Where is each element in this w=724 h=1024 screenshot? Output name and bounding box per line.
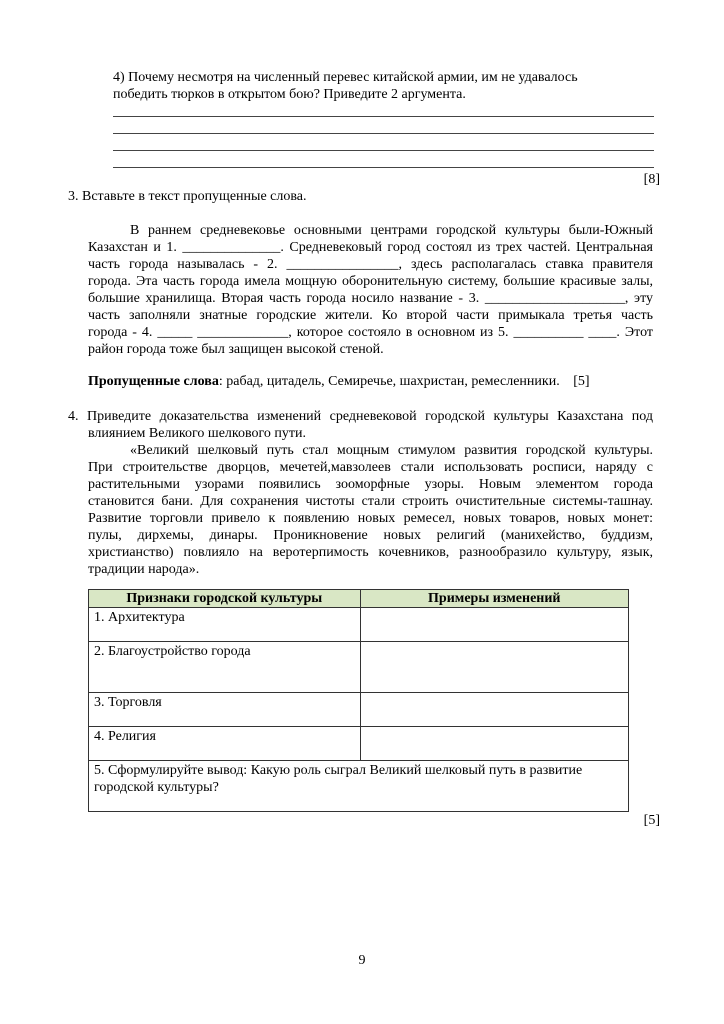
column-header-features: Признаки городской культуры [89, 590, 361, 608]
answer-line[interactable] [113, 116, 654, 117]
paragraph-line: часть заполняли знатные городские жители. Ко второй части примыкала третья часть [88, 308, 653, 323]
conclusion-cell[interactable]: 5. Сформулируйте вывод: Какую роль сыграл Великий шелковый путь в развитие городской культуры? [89, 761, 629, 812]
score-5: [5] [573, 374, 590, 389]
row-label-religion: 4. Религия [89, 727, 361, 761]
quote-line: пулы, дирхемы, динары. Проникновение новых религий (манихейство, буддизм, [88, 528, 653, 543]
paragraph-line: Казахстан и 1. ______________. Средневековый город состоял из трех частей. Центральная [88, 240, 653, 255]
score-5-table: [5] [643, 813, 660, 828]
answer-cell[interactable] [360, 693, 628, 727]
paragraph-line: города. Эта часть города имела мощную оборонительную систему, большие красивые залы, [88, 274, 653, 289]
quote-line: становится бани. Для сохранения чистоты стали строить очистительные системы-ташнау. [88, 494, 653, 509]
score-8: [8] [643, 172, 660, 187]
question-4-line-1: 4) Почему несмотря на численный перевес китайской армии, им не удавалось [113, 70, 578, 85]
paragraph-line: район города тоже был защищен высокой стеной. [88, 342, 384, 357]
quote-line: Развитие торговли привело к появлению новых ремесел, новых товаров, новых монет: [88, 511, 653, 526]
task-4-heading-line-2: влиянием Великого шелкового пути. [88, 426, 306, 441]
answer-cell[interactable] [360, 608, 628, 642]
answer-line[interactable] [113, 167, 654, 168]
answer-cell[interactable] [360, 727, 628, 761]
answer-line[interactable] [113, 150, 654, 151]
missing-words-line [88, 373, 653, 390]
missing-words-label: Пропущенные слова [88, 374, 219, 389]
answer-cell[interactable] [360, 642, 628, 693]
column-header-examples: Примеры изменений [360, 590, 628, 608]
paragraph-line: В раннем средневековье основными центрами городской культуры были-Южный [130, 223, 653, 238]
answer-line[interactable] [113, 133, 654, 134]
quote-line: При строительстве дворцов, мечетей,мавзолеев стали использовать росписи, наряду с [88, 460, 653, 475]
quote-line: традиции народа». [88, 562, 200, 577]
quote-line: христианство) повлияло на веротерпимость кочевников, разнообразило культуру, язык, [88, 545, 653, 560]
question-4-line-2: победить тюрков в открытом бою? Приведите 2 аргумента. [113, 87, 466, 102]
task-4-heading-line-1: 4. Приведите доказательства изменений средневековой городской культуры Казахстана под [68, 409, 653, 424]
paragraph-line: города - 4. _____ _____________, которое состояло в основном из 5. __________ ____. Этот [88, 325, 653, 340]
paragraph-line: большие хранилища. Вторая часть города носило название - 3. ____________________, эту [88, 291, 653, 306]
row-label-architecture: 1. Архитектура [89, 608, 361, 642]
page-number: 9 [358, 953, 366, 968]
quote-line: «Великий шелковый путь стал мощным стимулом развития городской культуры. [130, 443, 653, 458]
missing-words-list: : рабад, цитадель, Семиречье, шахристан, ремесленники. [218, 374, 560, 389]
quote-line: растительными узорами появились зооморфные узоры. Новым элементом города [88, 477, 653, 492]
paragraph-line: часть города называлась - 2. ________________, здесь располагалась ставка правителя [88, 257, 653, 272]
culture-changes-table [88, 589, 629, 812]
row-label-trade: 3. Торговля [89, 693, 361, 727]
row-label-improvement: 2. Благоустройство города [89, 642, 361, 693]
task-3-heading: 3. Вставьте в текст пропущенные слова. [68, 189, 307, 204]
